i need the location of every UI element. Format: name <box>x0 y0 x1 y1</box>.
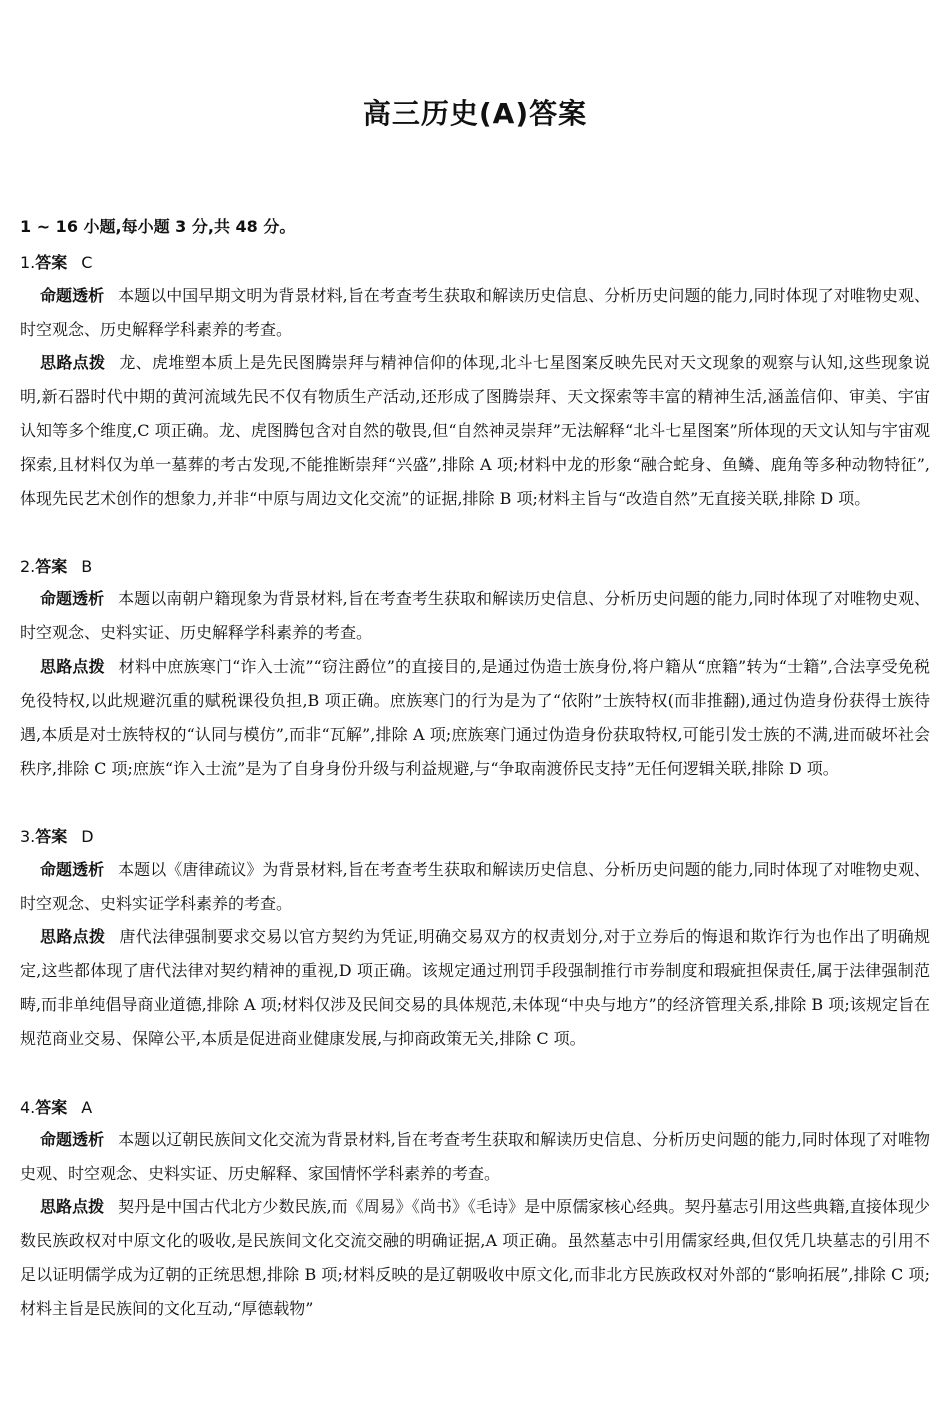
question-4-approach <box>20 1190 930 1326</box>
answer-value: D <box>81 827 94 846</box>
question-1-approach <box>20 346 930 516</box>
analysis-label: 命题透析 <box>40 860 105 879</box>
question-2-analysis <box>20 582 930 650</box>
approach-label: 思路点拨 <box>40 657 105 676</box>
approach-label: 思路点拨 <box>40 1197 105 1216</box>
question-number: 4. <box>20 1098 36 1117</box>
approach-text: 龙、虎堆塑本质上是先民图腾崇拜与精神信仰的体现,北斗七星图案反映先民对天文现象的观察与认知,这些现象说明,新石器时代中期的黄河流域先民不仅有物质生产活动,还形成了图腾崇拜、天文探索等丰富的精神生活,涵盖信仰、审美、宇宙认知等多个维度,C 项正确。龙、虎图腾包含对自然的敬畏,但“自然神灵崇拜”无法解释“北斗七星图案”所体现的天文认知与宇宙观探索,且材料仅为单一墓葬的考古发现,不能推断崇拜“兴盛”,排除 A 项;材料中龙的形象“融合蛇身、鱼鳞、鹿角等多种动物特征”,体现先民艺术创作的想象力,并非“中原与周边文化交流”的证据,排除 B 项;材料主旨与“改造自然”无直接关联,排除 D 项。 <box>20 353 930 508</box>
answer-label: 答案 <box>35 557 68 576</box>
analysis-label: 命题透析 <box>40 589 105 608</box>
answer-value: C <box>81 253 93 272</box>
answer-label: 答案 <box>35 827 68 846</box>
question-4-analysis <box>20 1123 930 1191</box>
approach-label: 思路点拨 <box>40 353 106 372</box>
question-3-analysis <box>20 853 930 921</box>
answer-label: 答案 <box>35 1098 68 1117</box>
approach-text: 唐代法律强制要求交易以官方契约为凭证,明确交易双方的权责划分,对于立券后的悔退和欺诈行为也作出了明确规定,这些都体现了唐代法律对契约精神的重视,D 项正确。该规定通过刑罚手段强制推行市券制度和瑕疵担保责任,属于法律强制范畴,而非单纯倡导商业道德,排除 A 项;材料仅涉及民间交易的具体规范,未体现“中央与地方”的经济管理关系,排除 B 项;该规定旨在规范商业交易、保障公平,本质是促进商业健康发展,与抑商政策无关,排除 C 项。 <box>20 927 930 1048</box>
analysis-text: 本题以《唐律疏议》为背景材料,旨在考查考生获取和解读历史信息、分析历史问题的能力,同时体现了对唯物史观、时空观念、史料实证学科素养的考查。 <box>20 860 930 913</box>
question-number: 2. <box>20 557 36 576</box>
question-1-analysis <box>20 279 930 347</box>
question-number: 3. <box>20 827 36 846</box>
question-1-header <box>20 250 92 273</box>
answer-value: A <box>81 1098 93 1117</box>
section-intro: 1 ~ 16 小题,每小题 3 分,共 48 分。 <box>20 217 296 236</box>
question-3-approach <box>20 920 930 1056</box>
approach-text: 契丹是中国古代北方少数民族,而《周易》《尚书》《毛诗》是中原儒家核心经典。契丹墓志引用这些典籍,直接体现少数民族政权对中原文化的吸收,是民族间文化交流交融的明确证据,A 项正确。虽然墓志中引用儒家经典,但仅凭几块墓志的引用不足以证明儒学成为辽朝的正统思想,排除 B 项;材料反映的是辽朝吸收中原文化,而非北方民族政权对外部的“影响拓展”,排除 C 项;材料主旨是民族间的文化互动,“厚德载物” <box>20 1197 930 1318</box>
analysis-text: 本题以中国早期文明为背景材料,旨在考查考生获取和解读历史信息、分析历史问题的能力,同时体现了对唯物史观、时空观念、历史解释学科素养的考查。 <box>20 286 930 339</box>
answer-value: B <box>81 557 93 576</box>
analysis-text: 本题以辽朝民族间文化交流为背景材料,旨在考查考生获取和解读历史信息、分析历史问题的能力,同时体现了对唯物史观、时空观念、史料实证、历史解释、家国情怀学科素养的考查。 <box>20 1130 930 1183</box>
question-4-header <box>20 1095 92 1118</box>
question-2-approach <box>20 650 930 786</box>
question-number: 1. <box>20 253 36 272</box>
question-3-header <box>20 824 94 847</box>
analysis-label: 命题透析 <box>40 286 105 305</box>
answer-label: 答案 <box>35 253 68 272</box>
page-title: 高三历史(A)答案 <box>362 97 588 130</box>
analysis-text: 本题以南朝户籍现象为背景材料,旨在考查考生获取和解读历史信息、分析历史问题的能力,同时体现了对唯物史观、时空观念、史料实证、历史解释学科素养的考查。 <box>20 589 930 642</box>
approach-label: 思路点拨 <box>40 927 106 946</box>
question-2-header <box>20 554 92 577</box>
approach-text: 材料中庶族寒门“诈入士流”“窃注爵位”的直接目的,是通过伪造士族身份,将户籍从“庶籍”转为“士籍”,合法享受免税免役特权,以此规避沉重的赋税课役负担,B 项正确。庶族寒门的行为是为了“依附”士族特权(而非推翻),通过伪造身份获得士族待遇,本质是对士族特权的“认同与模仿”,而非“瓦解”,排除 A 项;庶族寒门通过伪造身份获取特权,可能引发士族的不满,进而破坏社会秩序,排除 C 项;庶族“诈入士流”是为了自身身份升级与利益规避,与“争取南渡侨民支持”无任何逻辑关联,排除 D 项。 <box>20 657 930 778</box>
analysis-label: 命题透析 <box>40 1130 105 1149</box>
